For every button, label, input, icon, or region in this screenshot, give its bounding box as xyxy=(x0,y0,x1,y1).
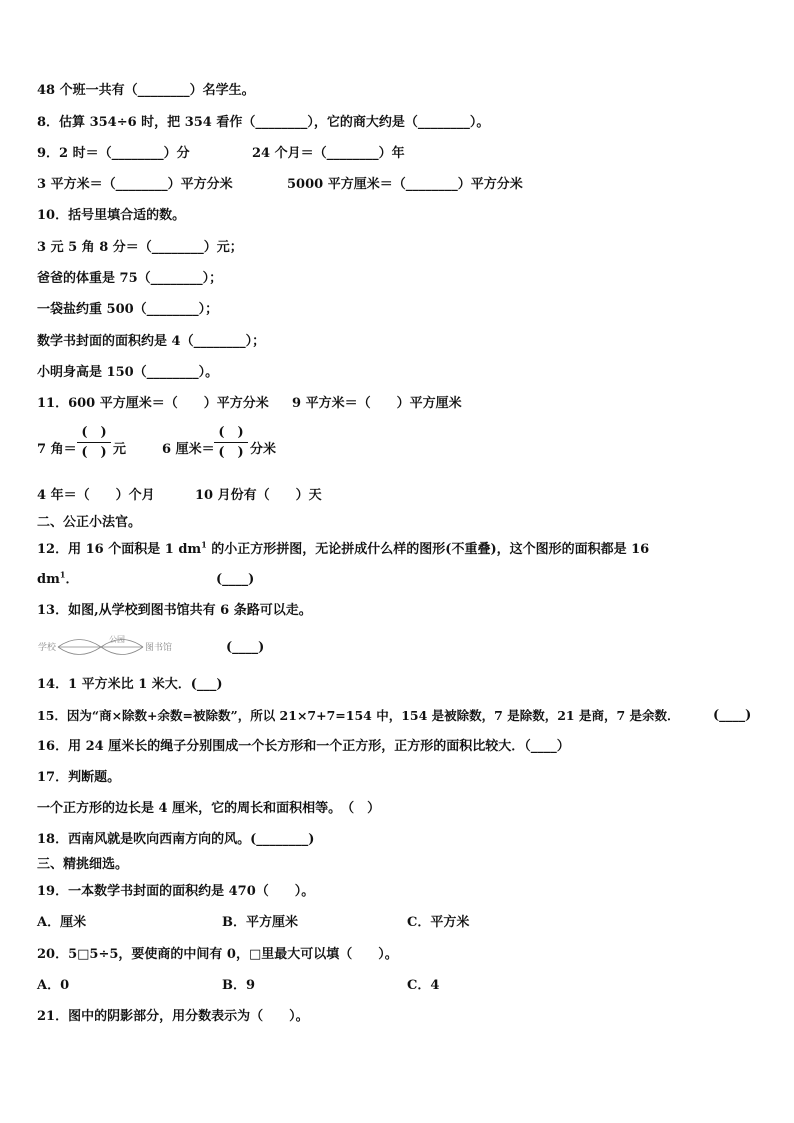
q9-part4: 5000 平方厘米＝（________）平方分米 xyxy=(287,177,523,192)
q20-option-c: C．4 xyxy=(407,978,440,993)
q9-part3: 3 平方米＝（________）平方分米 xyxy=(37,177,233,192)
superscript: 1 xyxy=(201,539,207,550)
diagram-lower-left-path xyxy=(58,647,101,655)
q11-frac2-suffix: 分米 xyxy=(250,442,277,457)
diagram-label-school: 学校 xyxy=(38,643,57,653)
q12-unit: dm xyxy=(37,572,60,587)
q11-frac2-prefix: 6 厘米＝ xyxy=(162,442,215,457)
q19-option-b: B．平方厘米 xyxy=(222,915,298,930)
fraction-bar xyxy=(77,442,111,443)
q18: 18．西南风就是吹向西南方向的风。(________) xyxy=(37,832,315,847)
route-diagram xyxy=(37,634,179,658)
section-3-title: 三、精挑细选。 xyxy=(37,857,129,872)
q20-option-a: A．0 xyxy=(37,978,70,993)
fraction-numerator: ( ) xyxy=(81,425,107,440)
q11-frac1-prefix: 7 角＝ xyxy=(37,442,77,457)
q11-part2: 9 平方米＝（ ）平方厘米 xyxy=(292,396,462,411)
q9-part2: 24 个月＝（________）年 xyxy=(252,146,405,161)
q10-title: 10．括号里填合适的数。 xyxy=(37,208,186,223)
q10-item1: 3 元 5 角 8 分＝（________）元； xyxy=(37,240,243,255)
section-2-title: 二、公正小法官。 xyxy=(37,515,142,530)
q10-item4: 数学书封面的面积约是 4（________）； xyxy=(37,334,266,349)
fraction-denominator: ( ) xyxy=(81,445,107,460)
q14: 14．1 平方米比 1 米大．(___) xyxy=(37,677,223,692)
diagram-label-library: 图书馆 xyxy=(145,643,173,653)
q11-frac1-suffix: 元 xyxy=(113,442,127,457)
fraction-numerator: ( ) xyxy=(218,425,244,440)
q16: 16．用 24 厘米长的绳子分别围成一个长方形和一个正方形，正方形的面积比较大．（____） xyxy=(37,739,570,754)
q12-line2 xyxy=(37,569,79,588)
q11-part4: 10 月份有（ ）天 xyxy=(195,488,322,503)
q17-title: 17．判断题。 xyxy=(37,770,121,785)
q21: 21．图中的阴影部分，用分数表示为（ ）。 xyxy=(37,1009,309,1024)
q8: 8．估算 354÷6 时，把 354 看作（________），它的商大约是（________）。 xyxy=(37,115,490,130)
q20: 20．5□5÷5，要使商的中间有 0，□里最大可以填（ ）。 xyxy=(37,947,398,962)
q11-part1: 11．600 平方厘米＝（ ）平方分米 xyxy=(37,396,269,411)
q19-option-a: A．厘米 xyxy=(37,915,87,930)
fraction-denominator: ( ) xyxy=(218,445,244,460)
q13: 13．如图,从学校到图书馆共有 6 条路可以走。 xyxy=(37,603,312,618)
fraction-bar xyxy=(214,442,248,443)
q7-continuation: 48 个班一共有（________）名学生。 xyxy=(37,83,255,98)
q12-period: ． xyxy=(65,572,79,587)
q17-item: 一个正方形的边长是 4 厘米，它的周长和面积相等。 （ ） xyxy=(37,801,381,816)
q15: 15．因为“商×除数+余数=被除数”，所以 21×7+7=154 中，154 是被除数，7 是除数，21 是商，7 是余数． xyxy=(37,708,680,723)
q19-option-c: C．平方米 xyxy=(407,915,470,930)
q10-item5: 小明身高是 150（________）。 xyxy=(37,365,219,380)
q12-line1 xyxy=(37,539,650,558)
q12-answer-blank: (____) xyxy=(216,572,255,587)
superscript: 1 xyxy=(59,569,66,580)
q15-answer-blank: (____) xyxy=(713,708,752,723)
q12-text-a: 12．用 16 个面积是 1 dm xyxy=(37,542,202,557)
q13-answer-blank: (____) xyxy=(226,640,265,655)
diagram-lower-right-path xyxy=(101,647,143,655)
q11-part3: 4 年＝（ ）个月 xyxy=(37,488,155,503)
q9-part1: 9．2 时＝（________）分 xyxy=(37,146,190,161)
q19: 19．一本数学书封面的面积约是 470（ ）。 xyxy=(37,884,315,899)
q11-fraction1 xyxy=(77,424,111,461)
q10-item3: 一袋盐约重 500（________）； xyxy=(37,302,219,317)
q11-fraction2 xyxy=(214,424,248,461)
q20-option-b: B．9 xyxy=(222,978,256,993)
q10-item2: 爸爸的体重是 75（________）； xyxy=(37,271,223,286)
q12-text-b: 的小正方形拼图，无论拼成什么样的图形(不重叠)，这个图形的面积都是 16 xyxy=(206,542,650,557)
diagram-label-park: 公园 xyxy=(109,635,125,644)
diagram-upper-left-path xyxy=(58,640,101,648)
